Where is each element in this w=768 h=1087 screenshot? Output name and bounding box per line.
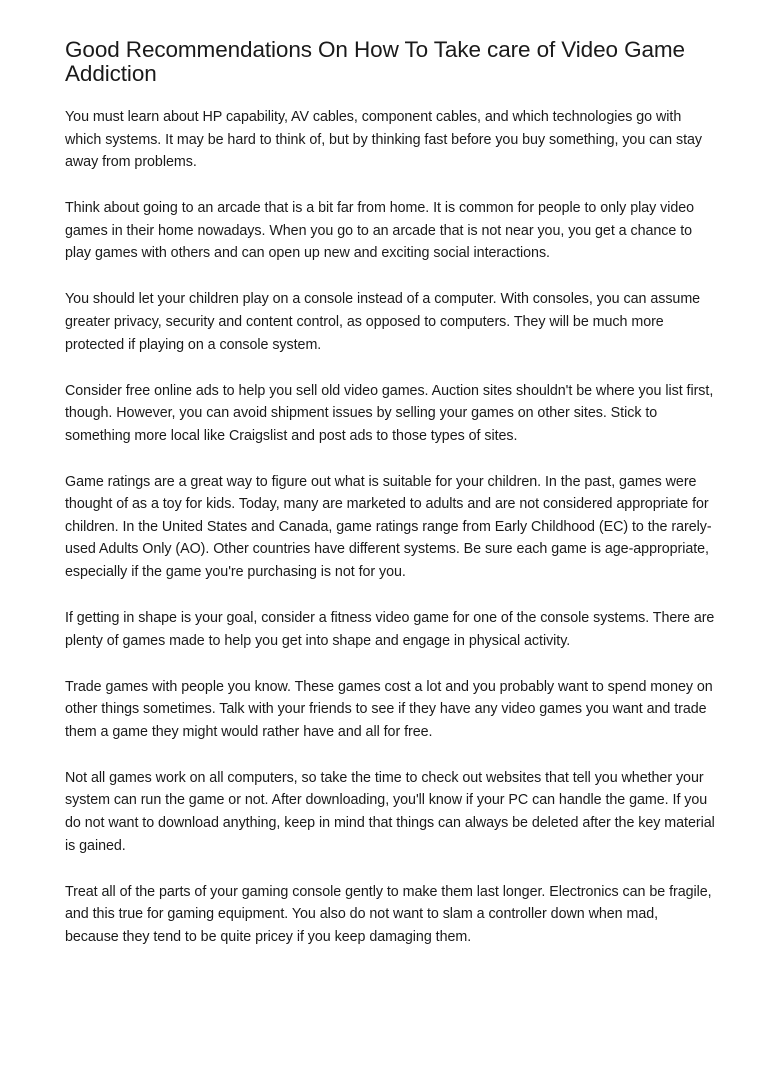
paragraph-trade-games: Trade games with people you know. These games cost a lot and you probably want to spend money on other things sometimes. Talk with your friends to see if they have any video games you want and trade them a game they might would rather have and all for free. xyxy=(65,678,713,740)
paragraph-hp-capability: You must learn about HP capability, AV cables, component cables, and which technologies go with which systems. It may be hard to think of, but by thinking fast before you buy something, you can stay away from problems. xyxy=(65,109,703,171)
paragraph-fitness-game: If getting in shape is your goal, consider a fitness video game for one of the console systems. There are plenty of games made to help you get into shape and engage in physical activity. xyxy=(65,610,715,649)
paragraph-console-care: Treat all of the parts of your gaming console gently to make them last longer. Electronics can be fragile, and this true for gaming equipment. You also do not want to slam a controller down when mad, because they tend to be quite pricey if you keep damaging them. xyxy=(65,883,712,945)
paragraph-arcade: Think about going to an arcade that is a bit far from home. It is common for people to only play video games in their home nowadays. When you go to an arcade that is not near you, you get a chance to play games with others and can open up new and exciting social interactions. xyxy=(65,200,695,262)
paragraph-system-requirements: Not all games work on all computers, so take the time to check out websites that tell you whether your system can run the game or not. After downloading, you'll know if your PC can handle the game. If you do not want to download anything, keep in mind that things can always be deleted after the key material is gained. xyxy=(65,769,715,854)
document-title: Good Recommendations On How To Take care of Video Game Addiction xyxy=(65,37,685,86)
paragraph-online-ads: Consider free online ads to help you sell old video games. Auction sites shouldn't be where you list first, though. However, you can avoid shipment issues by selling your games on other sites. Stick to something more local like Craigslist and post ads to those types of sites. xyxy=(65,382,714,444)
paragraph-console-children: You should let your children play on a console instead of a computer. With consoles, you can assume greater privacy, security and content control, as opposed to computers. They will be much more protected if playing on a console system. xyxy=(65,291,701,353)
document-page xyxy=(65,38,715,972)
paragraph-game-ratings: Game ratings are a great way to figure out what is suitable for your children. In the past, games were thought of as a toy for kids. Today, many are marketed to adults and are not considered appropriate for children. In the United States and Canada, game ratings range from Early Childhood (EC) to the rarely-used Adults Only (AO). Other countries have different systems. Be sure each game is age-appropriate, especially if the game you're purchasing is not for you. xyxy=(65,473,712,581)
